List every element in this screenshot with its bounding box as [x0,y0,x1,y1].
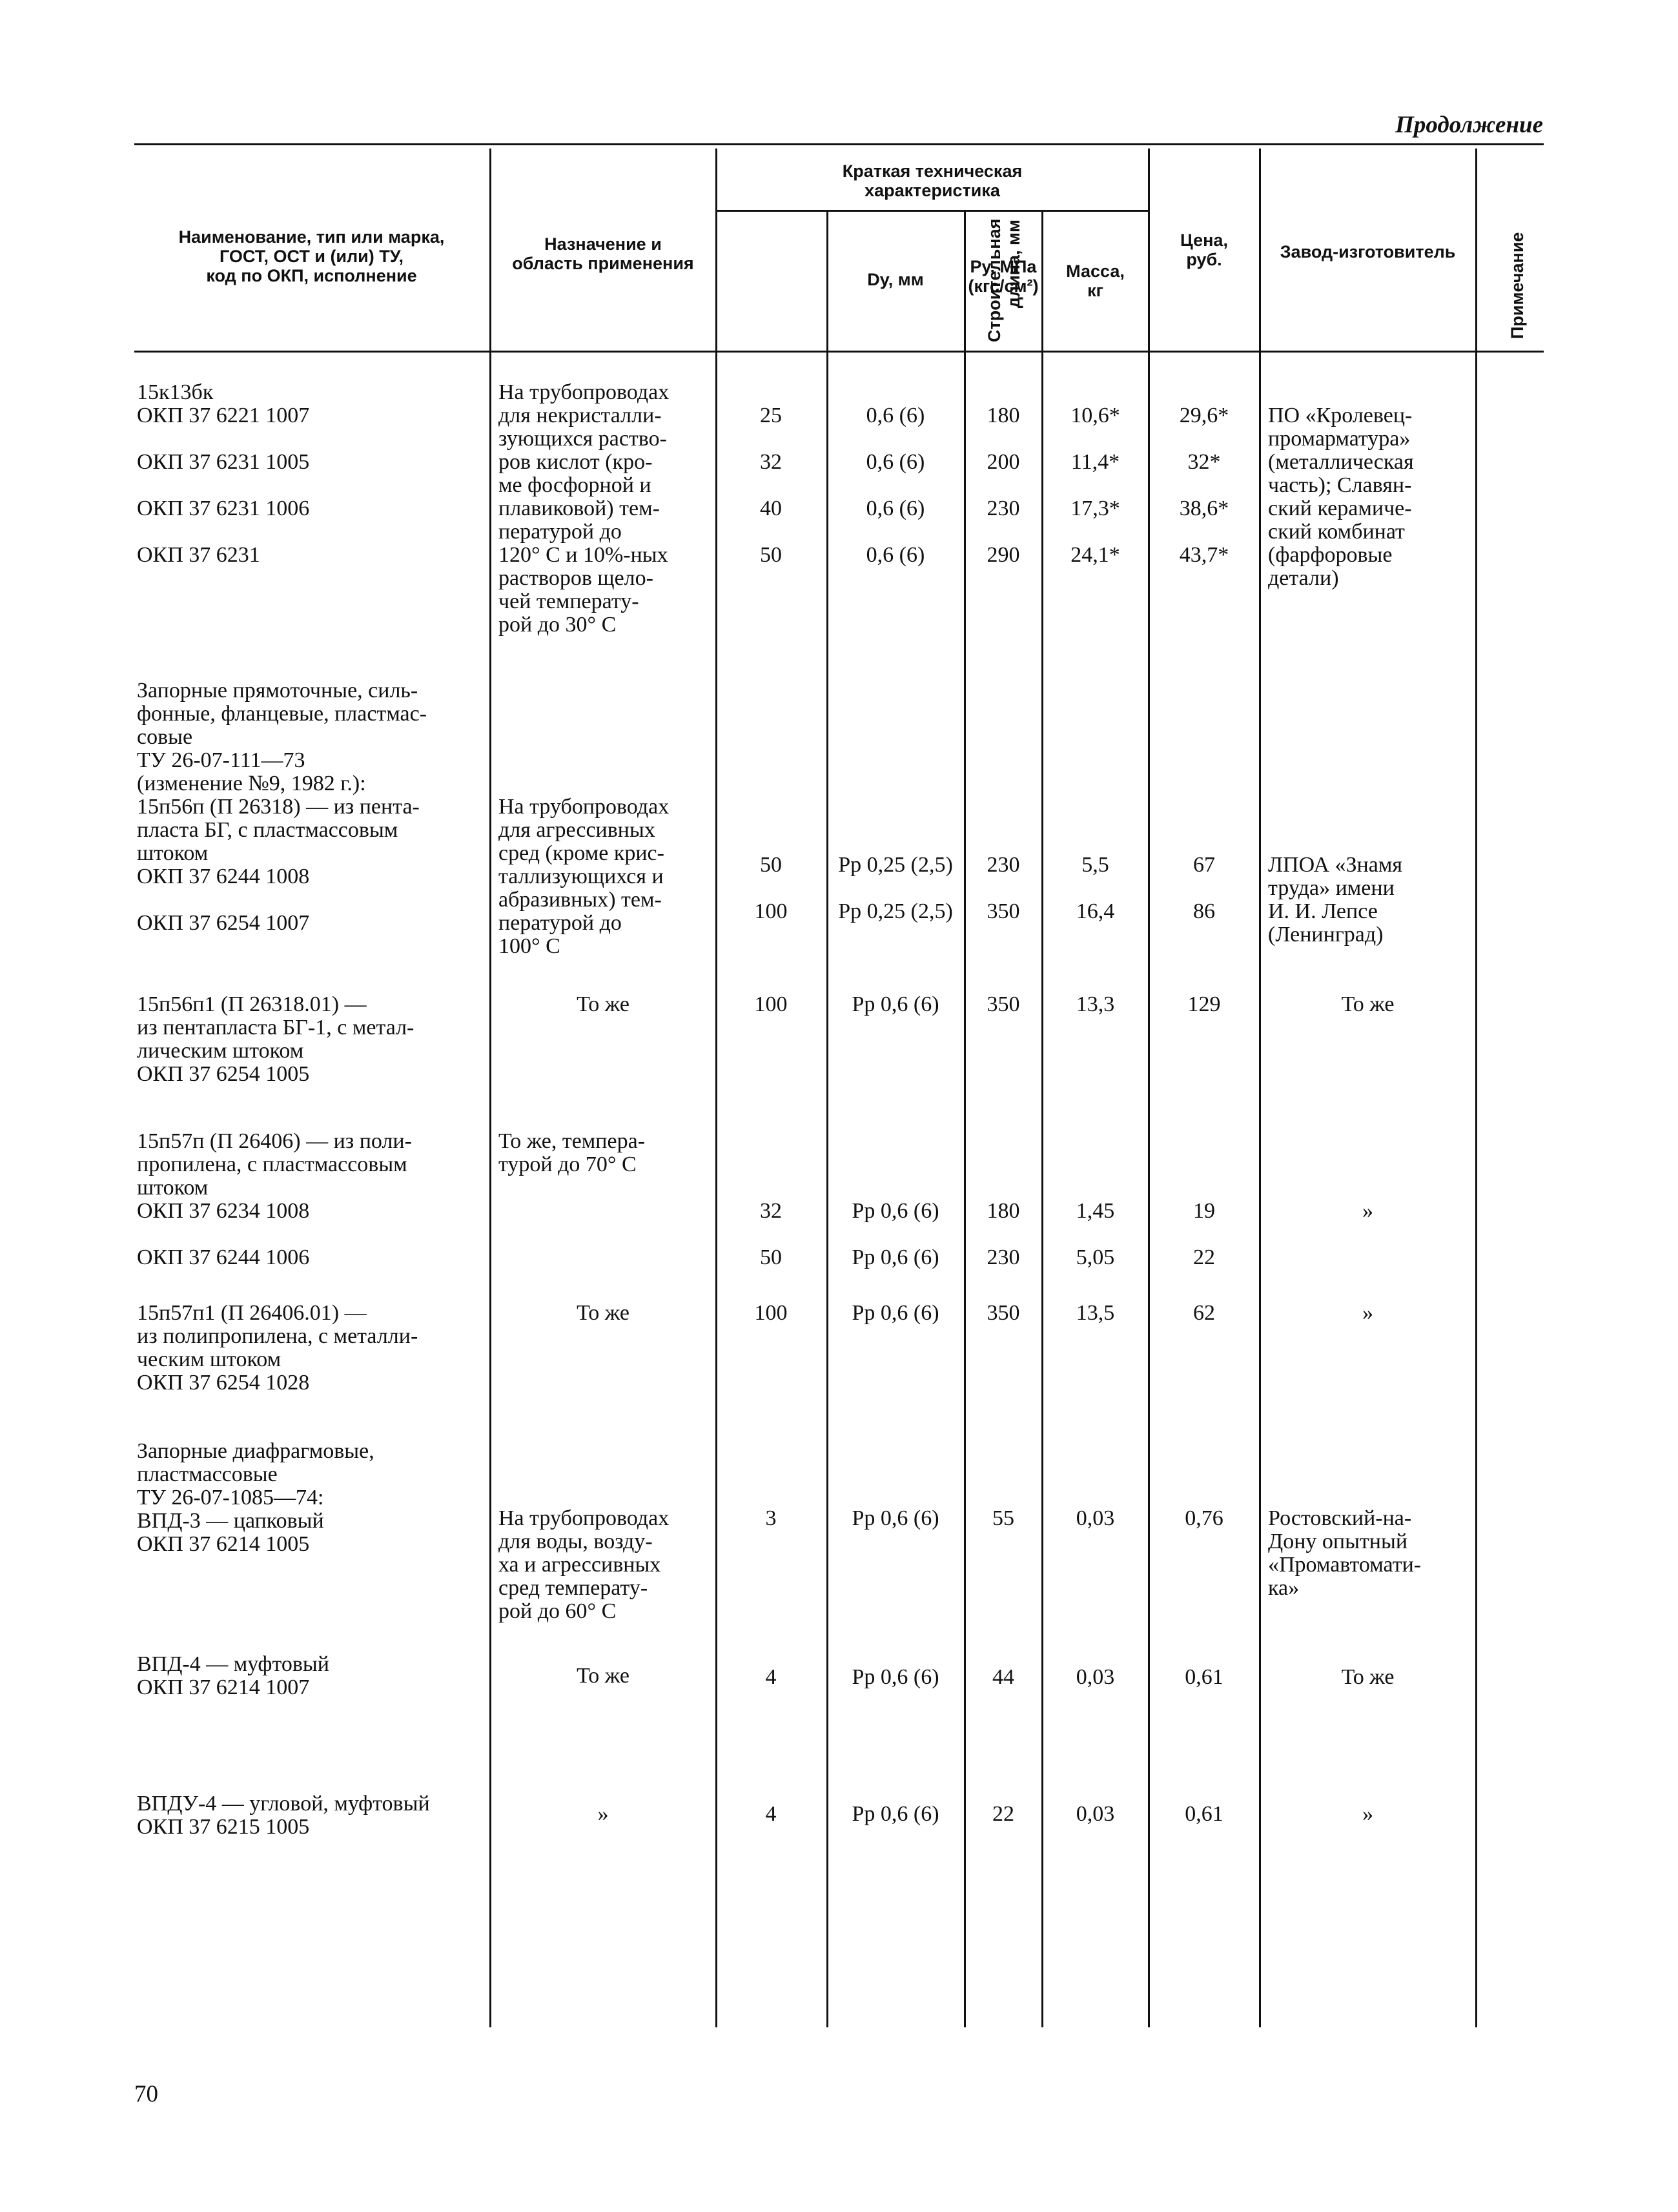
cell-length: 350 [987,1301,1020,1325]
cell-dy: 100 [754,992,788,1016]
cell-length: 180 230 [987,1199,1020,1269]
cell-mass: 0,03 [1076,1506,1115,1530]
cell-name: 15п57п1 (П 26406.01) — из полипропилена, с металли- ческим штоком ОКП 37 6254 1028 [137,1301,418,1395]
cell-price: 0,76 [1185,1506,1223,1530]
cell-py: Pр 0,6 (6) [852,992,939,1016]
cell-maker: » [1362,1802,1373,1826]
cell-mass: 1,45 5,05 [1076,1199,1115,1269]
cell-py: Pр 0,6 (6) [852,1506,939,1530]
cell-price: 0,61 [1185,1665,1223,1689]
cell-length: 44 [992,1665,1014,1689]
cell-price: 0,61 [1185,1802,1223,1826]
cell-mass: 13,3 [1076,992,1115,1016]
col-divider-7 [1259,148,1261,2027]
cell-price: 67 86 [1193,853,1215,923]
table-top-rule [134,143,1544,145]
cell-length: 350 [987,992,1020,1016]
header-dy: Dу, мм [867,270,924,289]
cell-length: 22 [992,1802,1014,1826]
cell-maker: Ростовский-на- Дону опытный «Промавтомати- ка» [1268,1506,1422,1600]
col-divider-4 [964,210,966,2027]
cell-dy: 4 [765,1802,777,1826]
cell-price: 129 [1187,992,1221,1016]
cell-mass: 5,5 16,4 [1076,853,1115,923]
cell-price: 19 22 [1193,1199,1215,1269]
header-price: Цена, руб. [1180,230,1228,269]
cell-dy: 3 [765,1506,777,1530]
cell-purpose: То же [577,992,629,1016]
cell-purpose: То же [577,1664,629,1688]
cell-py: Pр 0,6 (6) [852,1301,939,1325]
cell-maker: То же [1341,1665,1395,1689]
cell-maker: ПО «Кролевец- промарматура» (металлическая часть); Славян- ский керамиче- ский комбинат (фарфоровые детали) [1268,404,1414,590]
cell-py: Pр 0,6 (6) [852,1665,939,1689]
cell-py: Pр 0,25 (2,5) Pр 0,25 (2,5) [838,853,953,923]
cell-dy: 32 50 [760,1199,782,1269]
header-note: Примечание [1508,232,1527,339]
page-number: 70 [134,2081,158,2107]
cell-mass: 13,5 [1076,1301,1115,1325]
cell-name: 15п56п1 (П 26318.01) — из пентапласта БГ-1, с метал- лическим штоком ОКП 37 6254 1005 [137,992,414,1086]
col-divider-1 [489,148,491,2027]
cell-name: ВПД-4 — муфтовый ОКП 37 6214 1007 [137,1652,329,1699]
col-divider-8 [1475,148,1477,2027]
continuation-label: Продолжение [1395,112,1543,138]
cell-dy: 100 [754,1301,788,1325]
header-maker: Завод-изготовитель [1280,242,1456,261]
cell-name: 15к13бк ОКП 37 6221 1007 ОКП 37 6231 1005 ОКП 37 6231 1006 ОКП 37 6231 [137,380,310,567]
col-divider-5 [1041,210,1043,2027]
cell-purpose: На трубопроводах для агрессивных сред (кроме крис- таллизующихся и абразивных) тем- пературой до 100° С [498,795,670,958]
cell-py: Pр 0,6 (6) Pр 0,6 (6) [852,1199,939,1269]
cell-maker: То же [1341,992,1395,1016]
cell-maker: » [1362,1301,1373,1325]
cell-name: ВПДУ-4 — угловой, муфтовый ОКП 37 6215 1005 [137,1792,430,1839]
header-tech-group: Краткая техническая характеристика [842,161,1023,200]
cell-price: 62 [1193,1301,1215,1325]
cell-purpose: На трубопроводах для воды, возду- ха и агрессивных сред температу- рой до 60° С [498,1506,670,1623]
cell-purpose: То же [577,1301,629,1325]
header-py: Pу, МПа (кгс/см²) [968,257,1039,296]
header-name: Наименование, тип или марка, ГОСТ, ОСТ и (или) ТУ, код по ОКП, исполнение [178,227,445,285]
cell-dy: 4 [765,1665,777,1689]
group-header-rule [717,210,1149,212]
header-bottom-rule [134,351,1544,353]
cell-py: Pр 0,6 (6) [852,1802,939,1826]
col-divider-2 [715,148,717,2027]
cell-dy: 25 32 40 50 [760,404,782,567]
col-divider-3 [826,210,828,2027]
cell-purpose: На трубопроводах для некристалли- зующихся раство- ров кислот (кро- ме фосфорной и плавиковой) тем- пературой до 120° С и 10%-ных растворов щело- чей температу- рой до 30° С [498,380,670,637]
cell-dy: 50 100 [754,853,788,923]
cell-length: 180 200 230 290 [987,404,1020,567]
cell-maker: » [1362,1199,1373,1223]
cell-purpose: » [597,1802,609,1826]
cell-py: 0,6 (6) 0,6 (6) 0,6 (6) 0,6 (6) [866,404,925,567]
cell-length: 55 [992,1506,1014,1530]
cell-mass: 0,03 [1076,1802,1115,1826]
cell-mass: 0,03 [1076,1665,1115,1689]
header-purpose: Назначение и область применения [512,234,694,273]
header-length: Строительная длина, мм [985,218,1023,342]
cell-length: 230 350 [987,853,1020,923]
col-divider-6 [1148,148,1150,2027]
cell-purpose: То же, темпера- турой до 70° С [498,1129,646,1176]
cell-name: Запорные диафрагмовые, пластмассовые ТУ 26-07-1085—74: ВПД-3 — цапковый ОКП 37 6214 1005 [137,1439,374,1556]
cell-name: Запорные прямоточные, силь- фонные, фланцевые, пластмас- совые ТУ 26-07-111—73 (изменение №9, 1982 г.): 15п56п (П 26318) — из пента- пласта БГ, с пластмассовым штоком ОКП 37 6244 1008 ОКП 37 6254 1007 [137,679,427,935]
cell-name: 15п57п (П 26406) — из поли- пропилена, с пластмассовым штоком ОКП 37 6234 1008 ОКП 37 6244 1006 [137,1129,412,1269]
cell-mass: 10,6* 11,4* 17,3* 24,1* [1070,404,1120,567]
header-mass: Масса, кг [1066,261,1125,300]
cell-price: 29,6* 32* 38,6* 43,7* [1179,404,1229,567]
cell-maker: ЛПОА «Знамя труда» имени И. И. Лепсе (Ленинград) [1268,853,1403,947]
